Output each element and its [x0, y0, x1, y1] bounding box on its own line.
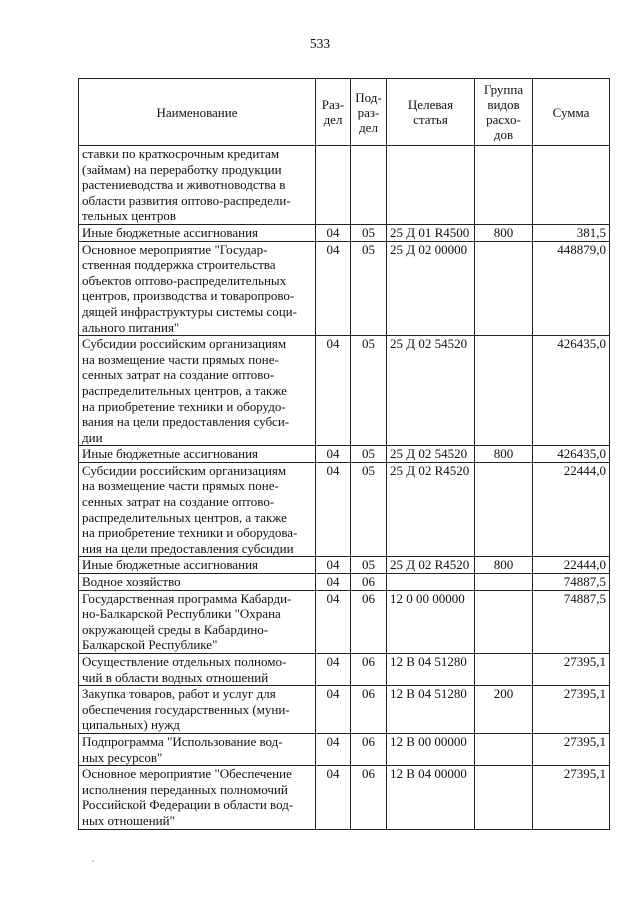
- cell-article: 12 В 04 00000: [387, 766, 475, 829]
- page-number: 533: [309, 36, 331, 51]
- cell-razdel: 04: [316, 336, 351, 446]
- header-article: Целевая статья: [387, 79, 475, 146]
- cell-podrazdel: 06: [351, 574, 387, 591]
- table-row: [79, 590, 610, 653]
- cell-name: Осуществление отдельных полномо- чий в области водных отношений: [79, 654, 316, 686]
- table-row: [79, 557, 610, 574]
- cell-podrazdel: [351, 146, 387, 225]
- cell-podrazdel: 05: [351, 241, 387, 336]
- cell-group: [475, 241, 533, 336]
- cell-razdel: 04: [316, 574, 351, 591]
- cell-razdel: 04: [316, 590, 351, 653]
- cell-group: [475, 574, 533, 591]
- cell-sum: 27395,1: [533, 654, 610, 686]
- cell-article: [387, 146, 475, 225]
- cell-sum: 74887,5: [533, 590, 610, 653]
- cell-podrazdel: 05: [351, 462, 387, 557]
- cell-group: 800: [475, 446, 533, 463]
- cell-name: Водное хозяйство: [79, 574, 316, 591]
- cell-article: 25 Д 02 R4520: [387, 557, 475, 574]
- cell-sum: 27395,1: [533, 686, 610, 734]
- cell-article: 12 В 04 51280: [387, 654, 475, 686]
- cell-group: [475, 654, 533, 686]
- table-row: [79, 654, 610, 686]
- cell-article: 25 Д 01 R4500: [387, 224, 475, 241]
- cell-name: Основное мероприятие "Обеспечение исполнения переданных полномочий Российской Федерации в области вод- ных отношений": [79, 766, 316, 829]
- cell-razdel: 04: [316, 462, 351, 557]
- cell-article: 12 В 04 51280: [387, 686, 475, 734]
- budget-table: [78, 78, 610, 830]
- cell-sum: 27395,1: [533, 766, 610, 829]
- cell-sum: [533, 146, 610, 225]
- cell-sum: 74887,5: [533, 574, 610, 591]
- cell-name: Иные бюджетные ассигнования: [79, 224, 316, 241]
- header-podrazdel: Под- раз- дел: [351, 79, 387, 146]
- header-group: Группа видов расхо- дов: [475, 79, 533, 146]
- cell-name: Государственная программа Кабарди- но-Балкарской Республики "Охрана окружающей среды в Кабардино- Балкарской Республике": [79, 590, 316, 653]
- cell-name: Закупка товаров, работ и услуг для обеспечения государственных (муни- ципальных) нужд: [79, 686, 316, 734]
- cell-podrazdel: 05: [351, 446, 387, 463]
- cell-group: [475, 733, 533, 765]
- cell-sum: 27395,1: [533, 733, 610, 765]
- cell-sum: 381,5: [533, 224, 610, 241]
- cell-name: Основное мероприятие "Государ- ственная поддержка строительства объектов оптово-распределительных центров, производства и товаропрово- дящей инфраструктуры системы соци- ального питания": [79, 241, 316, 336]
- header-sum: Сумма: [533, 79, 610, 146]
- cell-name: Субсидии российским организациям на возмещение части прямых поне- сенных затрат на создание оптово- распределительных центров, а также на приобретение техники и оборудова- ния на цели предоставления субсидии: [79, 462, 316, 557]
- cell-podrazdel: 06: [351, 590, 387, 653]
- table-row: [79, 146, 610, 225]
- cell-group: [475, 146, 533, 225]
- header-name: Наименование: [79, 79, 316, 146]
- cell-podrazdel: 05: [351, 557, 387, 574]
- cell-name: Иные бюджетные ассигнования: [79, 557, 316, 574]
- cell-razdel: 04: [316, 733, 351, 765]
- table-row: [79, 336, 610, 446]
- header-razdel: Раз- дел: [316, 79, 351, 146]
- table-row: [79, 241, 610, 336]
- cell-article: 25 Д 02 00000: [387, 241, 475, 336]
- cell-razdel: 04: [316, 654, 351, 686]
- table-row: [79, 733, 610, 765]
- cell-razdel: 04: [316, 766, 351, 829]
- cell-podrazdel: 06: [351, 686, 387, 734]
- cell-sum: 448879,0: [533, 241, 610, 336]
- cell-group: [475, 590, 533, 653]
- cell-podrazdel: 06: [351, 733, 387, 765]
- cell-article: 25 Д 02 54520: [387, 446, 475, 463]
- cell-sum: 22444,0: [533, 462, 610, 557]
- table-header-row: [79, 79, 610, 146]
- cell-article: 12 0 00 00000: [387, 590, 475, 653]
- table-row: [79, 686, 610, 734]
- table-body: [79, 146, 610, 830]
- cell-group: [475, 462, 533, 557]
- cell-razdel: 04: [316, 241, 351, 336]
- table-row: [79, 574, 610, 591]
- cell-podrazdel: 05: [351, 224, 387, 241]
- cell-article: [387, 574, 475, 591]
- cell-group: 200: [475, 686, 533, 734]
- cell-sum: 426435,0: [533, 336, 610, 446]
- cell-sum: 426435,0: [533, 446, 610, 463]
- cell-article: 25 Д 02 54520: [387, 336, 475, 446]
- cell-name: Субсидии российским организациям на возмещение части прямых поне- сенных затрат на создание оптово- распределительных центров, а также на приобретение техники и оборудо- вания на цели предоставления субси- дии: [79, 336, 316, 446]
- cell-podrazdel: 06: [351, 654, 387, 686]
- cell-razdel: [316, 146, 351, 225]
- cell-group: 800: [475, 557, 533, 574]
- table-row: [79, 224, 610, 241]
- cell-article: 12 В 00 00000: [387, 733, 475, 765]
- cell-podrazdel: 05: [351, 336, 387, 446]
- table-row: [79, 446, 610, 463]
- cell-sum: 22444,0: [533, 557, 610, 574]
- cell-razdel: 04: [316, 686, 351, 734]
- cell-group: 800: [475, 224, 533, 241]
- scan-speck: [92, 860, 94, 862]
- cell-group: [475, 766, 533, 829]
- cell-group: [475, 336, 533, 446]
- table-row: [79, 462, 610, 557]
- table-row: [79, 766, 610, 829]
- cell-razdel: 04: [316, 446, 351, 463]
- cell-razdel: 04: [316, 557, 351, 574]
- cell-name: ставки по краткосрочным кредитам (займам) на переработку продукции растениеводства и животноводства в области развития оптово-распредели- тельных центров: [79, 146, 316, 225]
- cell-podrazdel: 06: [351, 766, 387, 829]
- cell-razdel: 04: [316, 224, 351, 241]
- cell-name: Иные бюджетные ассигнования: [79, 446, 316, 463]
- cell-name: Подпрограмма "Использование вод- ных ресурсов": [79, 733, 316, 765]
- cell-article: 25 Д 02 R4520: [387, 462, 475, 557]
